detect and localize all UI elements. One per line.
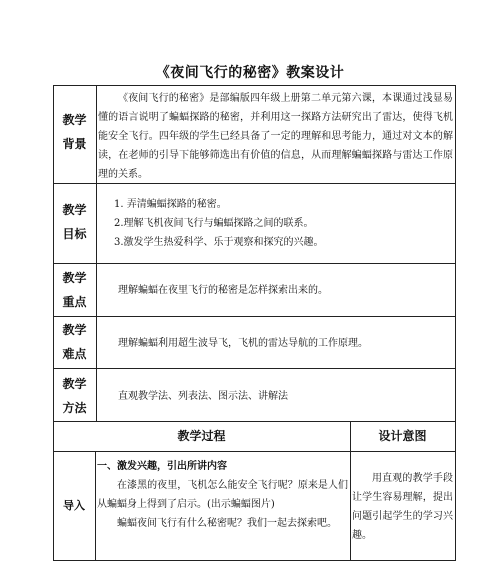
background-text: 《夜间飞行的秘密》是部编版四年级上册第二单元第六课，本课通过浅显易懂的语言说明了蝙蝠探路的秘密，并利用这一探路方法研究出了雷达，使得飞机能安全飞行。四年级的学生已经具备了一定的理解和思考能力，通过对文本的解读，在老师的引导下能够筛选出有价值的信息，从而理解蝙蝠探路与雷达工作原理的关系。 [98,93,453,180]
row-label-key-points: 教学 重点 [62,271,87,309]
intro-paragraph: 在漆黑的夜里，飞机怎么能安全飞行呢？原来是人们从蝙蝠身上得到了启示。(出示蝙蝠图片) [97,480,348,510]
row-label-objectives: 教学 目标 [62,203,87,241]
objective-item: 3.激发学生热爱科学、乐于观察和探究的兴趣。 [114,237,324,248]
difficulties-text: 理解蝙蝠利用超生波导飞，飞机的雷达导航的工作原理。 [118,338,368,349]
intent-header: 设计意图 [378,429,427,443]
row-label-methods: 教学 方法 [62,377,87,415]
intro-heading: 一、激发兴趣，引出所讲内容 [97,461,227,472]
objectives-list [114,195,449,252]
objective-item: 1. 弄清蝙蝠探路的秘密。 [114,199,227,210]
objective-item: 2.理解飞机夜间飞行与蝙蝠探路之间的联系。 [114,218,314,229]
intro-paragraph: 蝙蝠夜间飞行有什么秘密呢？我们一起去探索吧。 [117,518,337,529]
key-points-text: 理解蝙蝠在夜里飞行的秘密是怎样探索出来的。 [118,285,328,296]
stage-label-intro: 导入 [63,499,85,512]
page-title: 《夜间飞行的秘密》教案设计 [155,65,345,81]
row-label-difficulties: 教学 难点 [62,323,87,361]
methods-text: 直观教学法、列表法、图示法、讲解法 [118,391,288,402]
intro-content [97,457,348,533]
row-label-background: 教学 背景 [62,113,87,151]
design-intent-text: 用直观的教学手段让学生容易理解，提出问题引起学生的学习兴趣。 [352,473,453,541]
process-header: 教学过程 [177,429,226,443]
